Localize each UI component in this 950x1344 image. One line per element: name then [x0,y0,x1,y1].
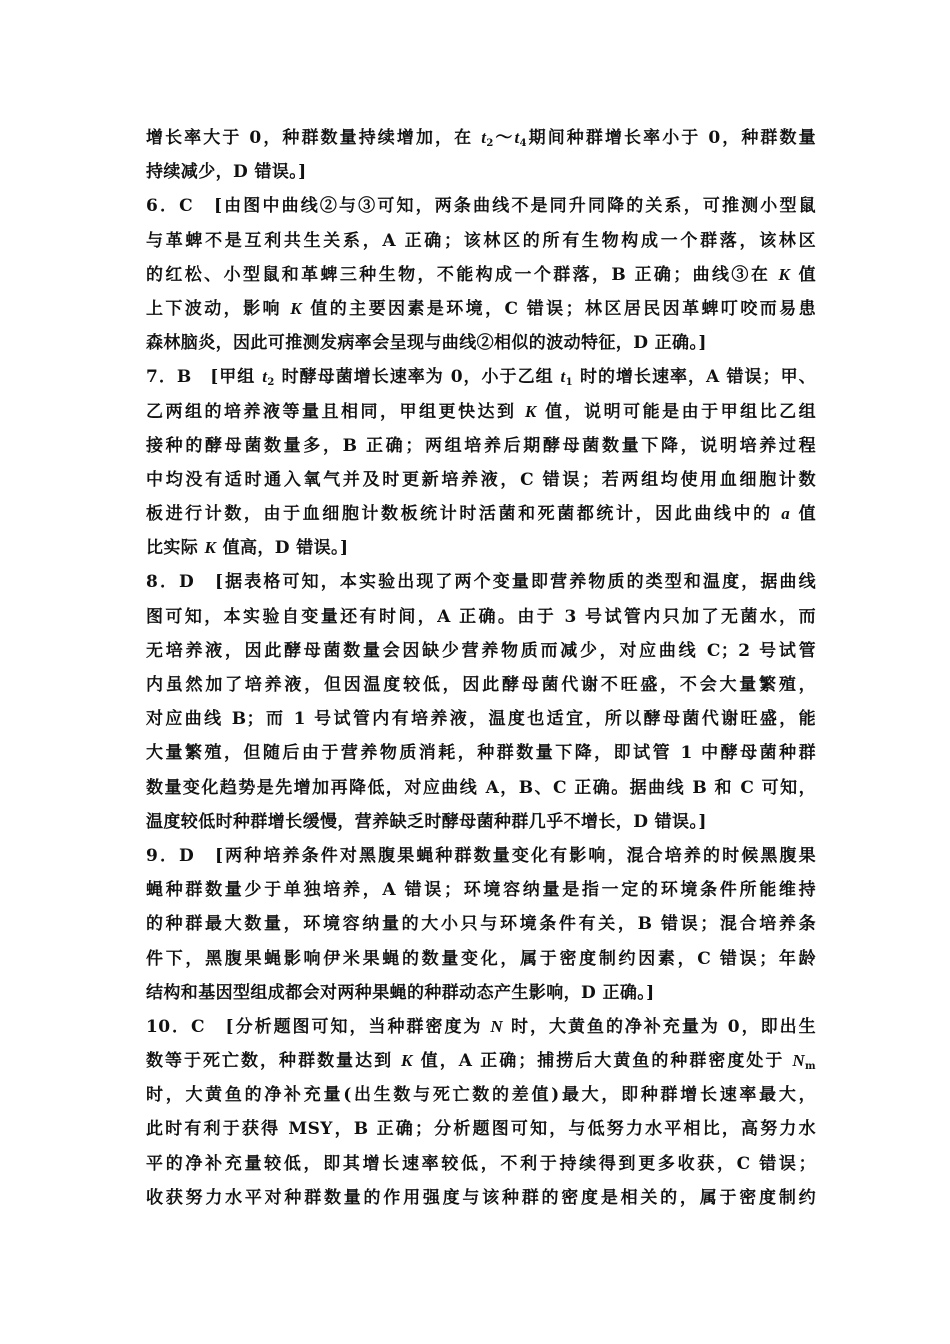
text-line [146,463,816,497]
italic-variable: N [490,1016,504,1036]
text-line [146,326,816,360]
text-line [146,1010,816,1044]
text-run: 蝇种群数量少于单独培养，A 错误；环境容纳量是指一定的环境条件所能维持 [146,880,816,901]
text-run: 的种群最大数量，环境容纳量的大小只与环境条件有关，B 错误；混合培养条 [146,914,816,935]
text-run: 森林脑炎，因此可推测发病率会呈现与曲线②相似的波动特征，D 正确。] [146,333,707,354]
text-run: 9．D [两种培养条件对黑腹果蝇种群数量变化有影响，混合培养的时候黑腹果 [146,845,816,866]
text-line [146,873,816,907]
text-line [146,531,816,565]
subscript: 1 [565,377,574,389]
italic-variable: t [481,128,487,147]
text-line [146,1044,816,1078]
text-run: 结构和基因型组成都会对两种果蝇的种群动态产生影响，D 正确。] [146,982,655,1003]
answer-explanations-text [146,121,816,1215]
text-line [146,121,816,155]
text-run: 值的主要因素是环境，C 错误；林区居民因革蜱叮咬而易患 [302,298,816,319]
text-line [146,771,816,805]
text-line [146,497,816,531]
italic-variable: a [781,504,791,524]
italic-variable: N [792,1051,806,1071]
text-run: 增长率大于 0，种群数量持续增加，在 [146,128,482,148]
text-run: 图可知，本实验自变量还有时间，A 正确。由于 3 号试管内只加了无菌水，而 [146,606,816,627]
subscript: 4 [519,138,527,149]
text-line [146,907,816,941]
text-line [146,1181,816,1215]
text-run: 值 [790,504,816,525]
text-run: 无培养液，因此酵母菌数量会因缺少营养物质而减少，对应曲线 C；2 号试管 [146,640,816,661]
italic-variable: K [401,1051,413,1071]
text-line [146,1078,816,1112]
text-line [146,429,816,463]
text-run: 此时有利于获得 MSY，B 正确；分析题图可知，与低努力水平相比，高努力水 [146,1119,816,1140]
text-run: 与革蜱不是互利共生关系，A 正确；该林区的所有生物构成一个群落，该林区 [146,230,816,251]
text-line [146,942,816,976]
italic-variable: t [560,367,566,387]
text-line [146,736,816,770]
text-line [146,1147,816,1181]
text-line [146,258,816,292]
text-run: 比实际 [146,538,205,559]
text-run: 时酵母菌增长速率为 0，小于乙组 [274,367,561,388]
text-run: 时，大黄鱼的净补充量为 0，即出生 [503,1016,816,1037]
text-run: 上下波动，影响 [146,298,291,319]
subscript: 2 [486,138,494,149]
text-run: 时，大黄鱼的净补充量(出生数与死亡数的差值)最大，即种群增长速率最大， [146,1085,816,1106]
text-line [146,805,816,839]
text-run: 对应曲线 B；而 1 号试管内有培养液，温度也适宜，所以酵母菌代谢旺盛，能 [146,709,816,730]
text-line [146,360,816,394]
text-line [146,702,816,736]
text-run: 时的增长速率，A 错误；甲、 [573,367,816,388]
text-run: 温度较低时种群增长缓慢，营养缺乏时酵母菌种群几乎不增长，D 错误。] [146,811,707,832]
text-run: 8．D [据表格可知，本实验出现了两个变量即营养物质的类型和温度，据曲线 [146,572,816,593]
text-line [146,839,816,873]
text-run: 10．C [分析题图可知，当种群密度为 [146,1016,491,1037]
subscript: 2 [267,377,275,389]
text-run: 7．B [甲组 [146,367,263,388]
text-run: 的红松、小型鼠和革蜱三种生物，不能构成一个群落，B 正确；曲线③在 [146,264,779,285]
text-run: 件下，黑腹果蝇影响伊米果蝇的数量变化，属于密度制约因素，C 错误；年龄 [146,948,816,969]
text-run: 6．C [由图中曲线②与③可知，两条曲线不是同升同降的关系，可推测小型鼠 [146,196,816,217]
text-line [146,668,816,702]
text-run: 乙两组的培养液等量且相同，甲组更快达到 [146,401,525,422]
text-run: 持续减少，D 错误。] [146,162,307,183]
italic-variable: t [514,128,520,147]
italic-variable: t [262,367,268,387]
italic-variable: K [524,401,537,421]
text-line [146,600,816,634]
text-run: 收获努力水平对种群数量的作用强度与该种群的密度是相关的，属于密度制约 [146,1187,816,1208]
text-run: 值高，D 错误。] [216,538,349,559]
text-line [146,224,816,258]
text-run: 值 [790,264,816,285]
text-run: 内虽然加了培养液，但因温度较低，因此酵母菌代谢不旺盛，不会大量繁殖， [146,675,816,695]
text-run: 数量变化趋势是先增加再降低，对应曲线 A，B、C 正确。据曲线 B 和 C 可知， [146,777,816,798]
text-line [146,395,816,429]
italic-variable: K [778,264,791,284]
text-line [146,634,816,668]
text-run: 中均没有适时通入氧气并及时更新培养液，C 错误；若两组均使用血细胞计数 [146,469,816,490]
text-run: 值，说明可能是由于甲组比乙组 [536,401,816,422]
text-line [146,189,816,223]
text-run: ～ [493,128,515,148]
text-line [146,976,816,1010]
text-run: 值，A 正确；捕捞后大黄鱼的种群密度处于 [412,1051,793,1072]
text-line [146,565,816,599]
text-run: 平的净补充量较低，即其增长速率较低，不利于持续得到更多收获，C 错误； [146,1153,816,1174]
text-run: 期间种群增长率小于 0，种群数量 [526,128,816,148]
text-run: 板进行计数，由于血细胞计数板统计时活菌和死菌都统计，因此曲线中的 [146,504,782,525]
italic-variable: K [204,538,217,558]
text-line [146,1112,816,1146]
italic-variable: K [290,298,302,318]
text-line [146,155,816,189]
text-line [146,292,816,326]
text-run: 接种的酵母菌数量多，B 正确；两组培养后期酵母菌数量下降，说明培养过程 [146,435,816,456]
text-run: 数等于死亡数，种群数量达到 [146,1051,402,1072]
text-run: 大量繁殖，但随后由于营养物质消耗，种群数量下降，即试管 1 中酵母菌种群 [146,743,816,764]
subscript: m [805,1061,816,1073]
